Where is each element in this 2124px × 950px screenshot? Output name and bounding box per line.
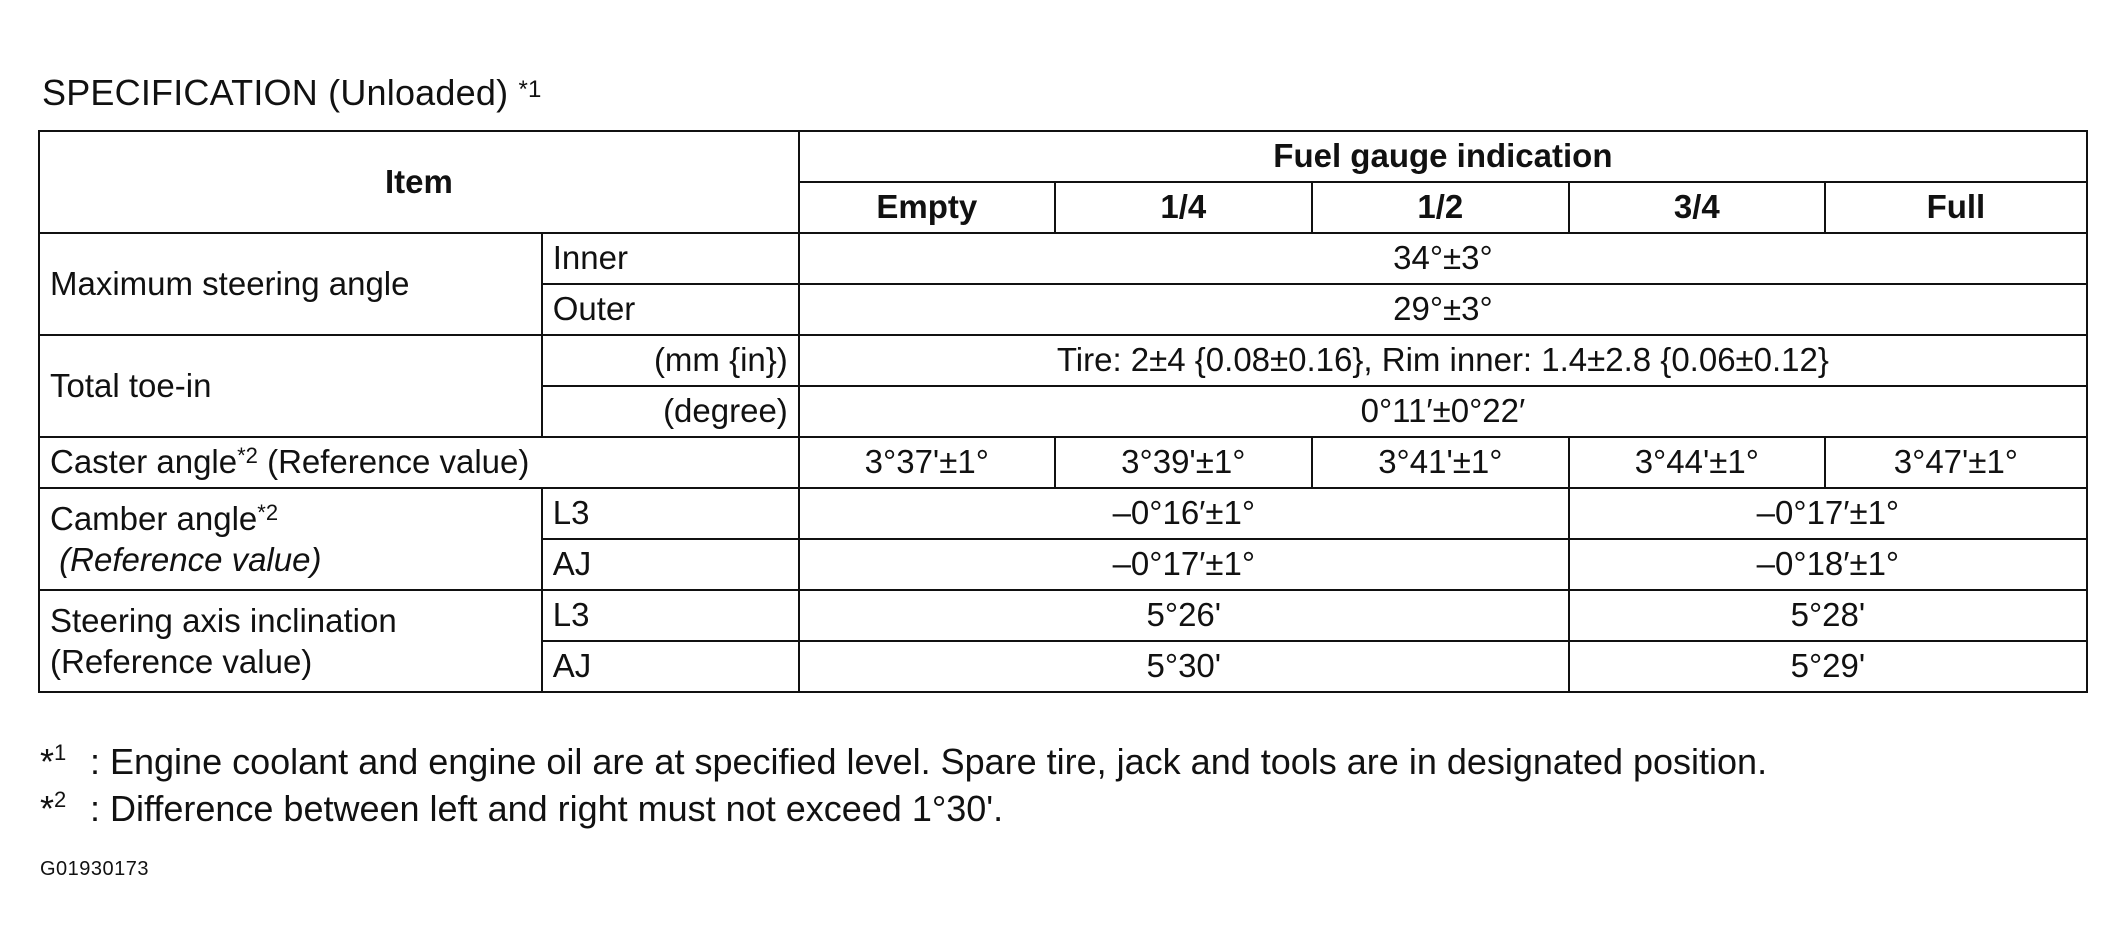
steering-axis-inclination-label (39, 590, 542, 692)
header-fuel-gauge-indication: Fuel gauge indication (799, 131, 2087, 182)
header-col-full: Full (1825, 182, 2087, 233)
table-row (39, 437, 2087, 488)
sai-l3-label: L3 (542, 590, 799, 641)
caster-angle-suffix: (Reference value) (257, 443, 530, 481)
caster-value-half: 3°41'±1° (1312, 437, 1569, 488)
footnote-1-mark (40, 738, 90, 785)
caster-value-quarter: 3°39'±1° (1055, 437, 1312, 488)
page-title-text: SPECIFICATION (Unloaded) (42, 72, 519, 113)
footnote-2-number: 2 (54, 787, 67, 812)
table-row (39, 488, 2087, 539)
sai-sub: (Reference value) (50, 643, 313, 680)
toe-in-mm-value: Tire: 2±4 {0.08±0.16}, Rim inner: 1.4±2.8 {0.06±0.12} (799, 335, 2087, 386)
table-header-row (39, 131, 2087, 182)
camber-angle-label (39, 488, 542, 590)
footnote-2-asterisk: * (40, 788, 55, 829)
camber-l3-value-b: –0°17′±1° (1569, 488, 2087, 539)
header-col-half: 1/2 (1312, 182, 1569, 233)
max-steering-outer-label: Outer (542, 284, 799, 335)
page-title (42, 72, 542, 114)
camber-angle-footnote-mark: *2 (257, 499, 279, 525)
camber-l3-label: L3 (542, 488, 799, 539)
footnote-2 (40, 785, 1767, 832)
caster-angle-text: Caster angle (50, 443, 238, 481)
caster-angle-label (39, 437, 799, 488)
footnotes (40, 738, 1767, 832)
footnote-1-text: : Engine coolant and engine oil are at specified level. Spare tire, jack and tools are in designated position. (90, 741, 1768, 782)
sai-aj-value-b: 5°29' (1569, 641, 2087, 692)
specification-table (38, 130, 2088, 693)
toe-in-label: Total toe-in (39, 335, 542, 437)
camber-aj-value-a: –0°17′±1° (799, 539, 1569, 590)
max-steering-label: Maximum steering angle (39, 233, 542, 335)
caster-value-three-quarter: 3°44'±1° (1569, 437, 1825, 488)
table-row (39, 233, 2087, 284)
caster-value-full: 3°47'±1° (1825, 437, 2087, 488)
caster-angle-footnote-mark: *2 (237, 443, 258, 469)
table-row (39, 590, 2087, 641)
max-steering-inner-label: Inner (542, 233, 799, 284)
footnote-2-mark (40, 785, 90, 832)
header-col-quarter: 1/4 (1055, 182, 1312, 233)
max-steering-outer-value: 29°±3° (799, 284, 2087, 335)
toe-in-degree-value: 0°11′±0°22′ (799, 386, 2087, 437)
header-col-empty: Empty (799, 182, 1055, 233)
table-row (39, 335, 2087, 386)
page-title-footnote-mark: *1 (518, 76, 542, 103)
footnote-1-asterisk: * (40, 741, 55, 782)
header-col-three-quarter: 3/4 (1569, 182, 1825, 233)
footnote-1 (40, 738, 1767, 785)
sai-l3-value-a: 5°26' (799, 590, 1569, 641)
camber-angle-sub: (Reference value) (59, 541, 322, 578)
toe-in-degree-unit: (degree) (542, 386, 799, 437)
toe-in-mm-unit: (mm {in}) (542, 335, 799, 386)
figure-code: G01930173 (40, 858, 150, 880)
sai-aj-value-a: 5°30' (799, 641, 1569, 692)
max-steering-inner-value: 34°±3° (799, 233, 2087, 284)
camber-aj-value-b: –0°18′±1° (1569, 539, 2087, 590)
camber-angle-text: Camber angle (50, 499, 258, 537)
footnote-2-text: : Difference between left and right must not exceed 1°30'. (90, 788, 1004, 829)
caster-value-empty: 3°37'±1° (799, 437, 1055, 488)
sai-l3-value-b: 5°28' (1569, 590, 2087, 641)
camber-aj-label: AJ (542, 539, 799, 590)
header-item: Item (39, 131, 799, 233)
sai-aj-label: AJ (542, 641, 799, 692)
footnote-1-number: 1 (54, 740, 67, 765)
sai-text: Steering axis inclination (50, 601, 397, 639)
camber-l3-value-a: –0°16′±1° (799, 488, 1569, 539)
